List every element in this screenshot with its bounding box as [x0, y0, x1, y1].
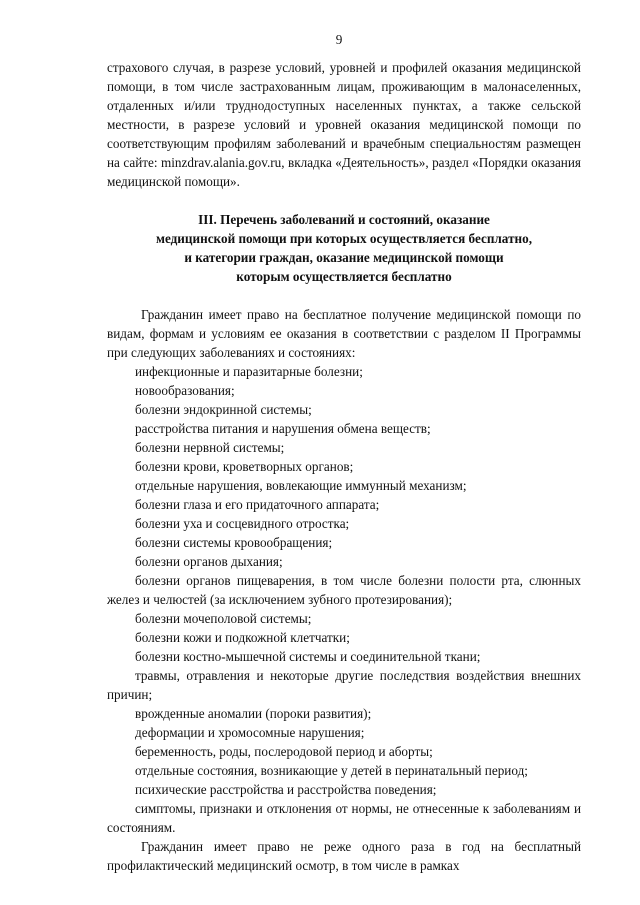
list-item: симптомы, признаки и отклонения от нормы, не отнесенные к заболеваниям и состояниям.	[107, 801, 581, 835]
list-item: болезни уха и сосцевидного отростка;	[135, 516, 350, 531]
list-item: беременность, роды, послеродовой период и аборты;	[135, 744, 433, 759]
list-item: отдельные состояния, возникающие у детей в перинатальный период;	[135, 763, 528, 778]
lead-paragraph: Гражданин имеет право на бесплатное получение медицинской помощи по видам, формам и условиям ее оказания в соответствии с разделом II Программы при следующих заболеваниях и состояниях:	[107, 307, 581, 360]
list-item: болезни системы кровообращения;	[135, 535, 333, 550]
list-item: болезни костно-мышечной системы и соединительной ткани;	[135, 649, 481, 664]
list-item: новообразования;	[135, 383, 235, 398]
list-item: болезни органов дыхания;	[135, 554, 283, 569]
document-page	[107, 30, 581, 875]
list-item: болезни кожи и подкожной клетчатки;	[135, 630, 350, 645]
section-heading-line: III. Перечень заболеваний и состояний, оказание	[198, 212, 490, 227]
list-item: инфекционные и паразитарные болезни;	[135, 364, 363, 379]
page-number: 9	[335, 32, 343, 47]
section-heading-line: и категории граждан, оказание медицинской помощи	[184, 250, 504, 265]
intro-paragraph: страхового случая, в разрезе условий, уровней и профилей оказания медицинской помощи, в том числе застрахованным лицам, проживающим в малонаселенных, отдаленных и/или труднодоступных населенных пунктах, а также сельской местности, в разрезе условий и уровней оказания медицинской помощи по соответствующим профилям заболеваний и врачебным специальностям размещен на сайте: minzdrav.alania.gov.ru, вкладка «Деятельность», раздел «Порядки оказания медицинской помощи».	[107, 60, 581, 189]
list-item: болезни нервной системы;	[135, 440, 285, 455]
list-item: врожденные аномалии (пороки развития);	[135, 706, 372, 721]
list-item: деформации и хромосомные нарушения;	[135, 725, 365, 740]
closing-paragraph: Гражданин имеет право не реже одного раза в год на бесплатный профилактический медицинский осмотр, в том числе в рамках	[107, 839, 581, 873]
list-item: болезни крови, кроветворных органов;	[135, 459, 354, 474]
list-item: болезни эндокринной системы;	[135, 402, 312, 417]
section-heading-line: медицинской помощи при которых осуществляется бесплатно,	[155, 231, 533, 246]
list-item: травмы, отравления и некоторые другие последствия воздействия внешних причин;	[107, 668, 581, 702]
list-item: болезни органов пищеварения, в том числе болезни полости рта, слюнных желез и челюстей (за исключением зубного протезирования);	[107, 573, 581, 607]
section-heading-line: которым осуществляется бесплатно	[236, 269, 452, 284]
conditions-list	[107, 362, 581, 837]
list-item: болезни мочеполовой системы;	[135, 611, 312, 626]
list-item: психические расстройства и расстройства поведения;	[135, 782, 437, 797]
list-item: отдельные нарушения, вовлекающие иммунный механизм;	[135, 478, 467, 493]
section-heading	[107, 210, 581, 286]
list-item: болезни глаза и его придаточного аппарата;	[135, 497, 380, 512]
list-item: расстройства питания и нарушения обмена веществ;	[135, 421, 431, 436]
